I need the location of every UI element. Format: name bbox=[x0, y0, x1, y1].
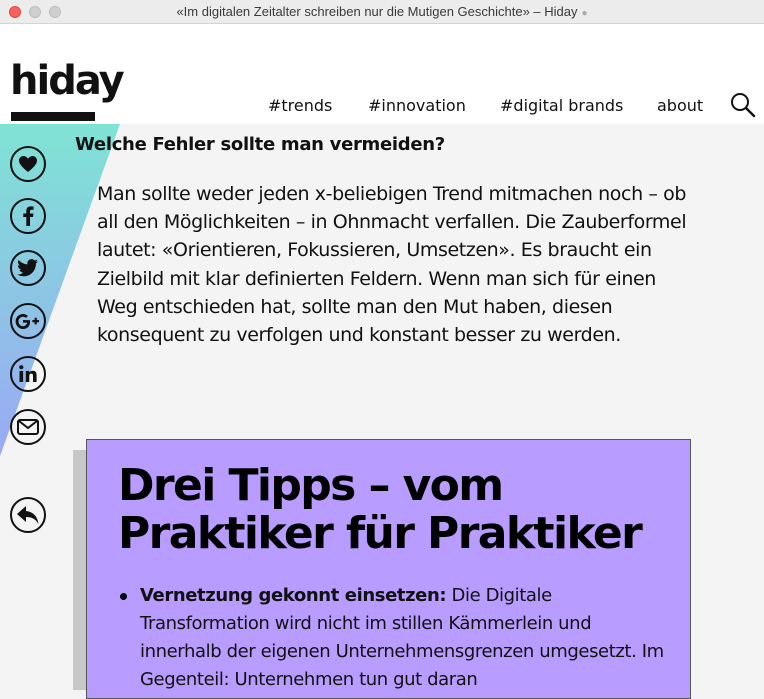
mail-icon[interactable] bbox=[10, 409, 46, 445]
site-logo[interactable]: hiday bbox=[10, 58, 123, 104]
facebook-icon[interactable] bbox=[10, 198, 46, 234]
linkedin-icon[interactable] bbox=[10, 356, 46, 392]
window-title-text: «Im digitalen Zeitalter schreiben nur die Mutigen Geschichte» – Hiday bbox=[176, 4, 578, 19]
tips-title: Drei Tipps – vom Praktiker für Praktiker bbox=[118, 460, 642, 559]
tip-heading: Vernetzung gekonnt einsetzen: bbox=[140, 585, 447, 606]
nav-item-innovation[interactable]: #innovation bbox=[368, 96, 466, 115]
window-title bbox=[0, 4, 764, 19]
twitter-icon[interactable] bbox=[10, 250, 46, 286]
nav-item-trends[interactable]: #trends bbox=[268, 96, 333, 115]
section-question: Welche Fehler sollte man vermeiden? bbox=[75, 134, 445, 155]
tip-text: Die Digitale Transformation wird nicht im stillen Kämmerlein und innerhalb der eigenen Unternehmensgrenzen umgesetzt. Im Gegenteil: Unternehmen tun gut daran bbox=[140, 585, 664, 690]
edited-dot-icon: ● bbox=[581, 8, 588, 19]
title-bar bbox=[0, 0, 764, 24]
back-arrow-icon[interactable] bbox=[10, 497, 46, 533]
main-nav bbox=[0, 96, 764, 120]
tip-item bbox=[118, 582, 668, 694]
google-plus-icon[interactable] bbox=[10, 303, 46, 339]
nav-item-about[interactable]: about bbox=[657, 96, 704, 115]
search-icon[interactable] bbox=[730, 92, 756, 118]
answer-paragraph bbox=[97, 180, 687, 349]
answer-text: Man sollte weder jeden x-beliebigen Trend mitmachen noch – ob all den Möglichkeiten – in Ohnmacht verfallen. Die Zauberformel lautet: «Orientieren, Fokussieren, Umsetzen». Es braucht ein Zielbild mit klar definierten Feldern. Wenn man sich für einen Weg entschieden hat, sollte man den Mut haben, diesen konsequent zu verfolgen und konstant besser zu werden. bbox=[97, 183, 687, 347]
tips-box bbox=[86, 439, 691, 699]
site-header bbox=[0, 24, 764, 124]
tips-list bbox=[118, 582, 668, 694]
heart-icon[interactable] bbox=[10, 146, 46, 182]
nav-item-digital-brands[interactable]: #digital brands bbox=[500, 96, 624, 115]
